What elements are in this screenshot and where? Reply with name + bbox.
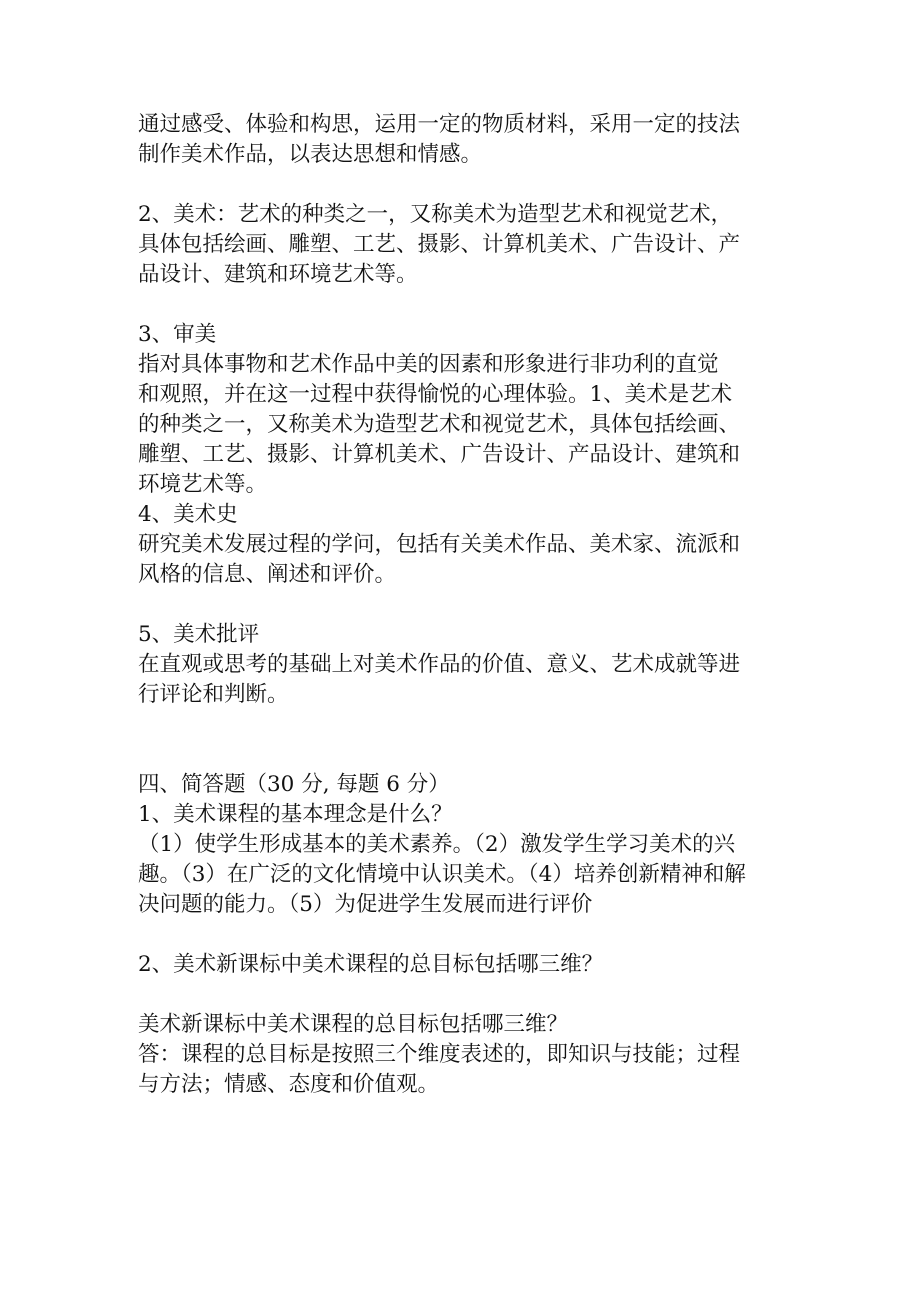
document-body bbox=[138, 110, 788, 1100]
section-heading-art-history: 4、美术史 bbox=[138, 502, 238, 527]
text-line: 2、美术：艺术的种类之一，又称美术为造型艺术和视觉艺术， bbox=[138, 202, 733, 227]
text-line: 行评论和判断。 bbox=[138, 682, 289, 707]
paragraph-intro-definition bbox=[138, 110, 788, 170]
text-line: 研究美术发展过程的学问，包括有关美术作品、美术家、流派和 bbox=[138, 532, 741, 557]
text-line: 趣。（3）在广泛的文化情境中认识美术。（4）培养创新精神和解 bbox=[138, 862, 746, 887]
part-heading-short-answer: 四、简答题（30 分, 每题 6 分） bbox=[138, 772, 450, 797]
text-line: 品设计、建筑和环境艺术等。 bbox=[138, 262, 418, 287]
question-2-repeat: 美术新课标中美术课程的总目标包括哪三维？ bbox=[138, 1012, 569, 1037]
paragraph-aesthetics bbox=[138, 350, 788, 500]
text-line: （1）使学生形成基本的美术素养。（2）激发学生学习美术的兴 bbox=[138, 832, 736, 857]
text-line: 和观照，并在这一过程中获得愉悦的心理体验。1、美术是艺术 bbox=[138, 382, 733, 407]
text-line: 与方法；情感、态度和价值观。 bbox=[138, 1072, 440, 1097]
text-line: 在直观或思考的基础上对美术作品的价值、意义、艺术成就等进 bbox=[138, 652, 741, 677]
section-heading-art-criticism: 5、美术批评 bbox=[138, 622, 260, 647]
paragraph-art-history bbox=[138, 530, 788, 590]
text-line: 指对具体事物和艺术作品中美的因素和形象进行非功利的直觉 bbox=[138, 352, 719, 377]
text-line: 具体包括绘画、雕塑、工艺、摄影、计算机美术、广告设计、产 bbox=[138, 232, 741, 257]
paragraph-art-criticism bbox=[138, 650, 788, 710]
text-line: 雕塑、工艺、摄影、计算机美术、广告设计、产品设计、建筑和 bbox=[138, 442, 741, 467]
text-line: 环境艺术等。 bbox=[138, 472, 268, 497]
text-line: 决问题的能力。（5）为促进学生发展而进行评价 bbox=[138, 892, 593, 917]
paragraph-fine-arts-definition bbox=[138, 200, 788, 290]
question-2: 2、美术新课标中美术课程的总目标包括哪三维？ bbox=[138, 952, 604, 977]
text-line: 风格的信息、阐述和评价。 bbox=[138, 562, 397, 587]
answer-2 bbox=[138, 1040, 788, 1100]
text-line: 的种类之一，又称美术为造型艺术和视觉艺术，具体包括绘画、 bbox=[138, 412, 741, 437]
text-line: 通过感受、体验和构思，运用一定的物质材料，采用一定的技法 bbox=[138, 112, 741, 137]
section-heading-aesthetics: 3、审美 bbox=[138, 322, 217, 347]
text-line: 制作美术作品，以表达思想和情感。 bbox=[138, 142, 483, 167]
question-1: 1、美术课程的基本理念是什么？ bbox=[138, 802, 453, 827]
text-line: 答：课程的总目标是按照三个维度表述的，即知识与技能；过程 bbox=[138, 1042, 741, 1067]
answer-1 bbox=[138, 830, 788, 920]
